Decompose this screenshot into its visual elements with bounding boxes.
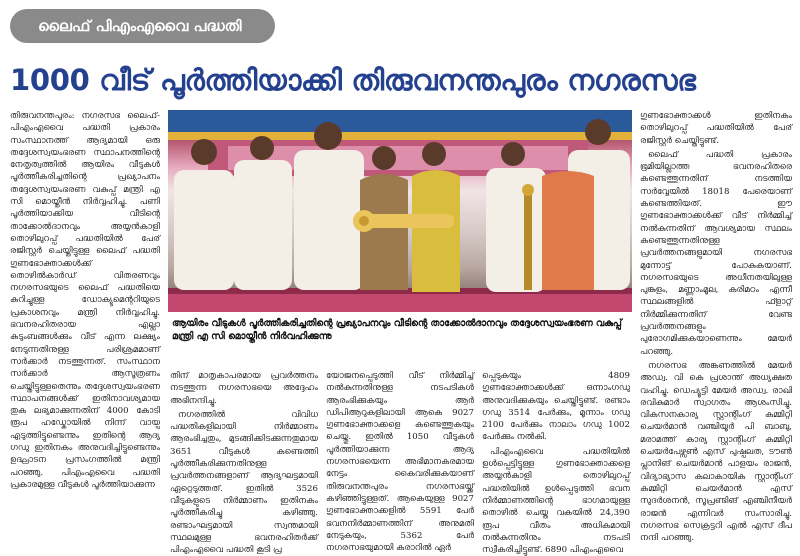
paragraph: പിഎംഎവൈ പദ്ധതിയിൽ ഉൾപ്പെട്ടിട്ടുള്ള ഗുണഭോക്താക്കളെ അയ്യൻകാളി തൊഴിലുറപ്പ് പദ്ധതിയിൽ ഉൾപ്പെടുത്തി ഭവന നിർമ്മാണത്തിന്റെ ഭാഗമായുള്ള തൊഴിൽ ചെയ്ത വകയിൽ 24,390 രൂപ വീതം അധികമായി നൽകുന്നതിനും നടപടി സ്വീകരിച്ചിട്ടുണ്ട്. 6890 പിഎംഎവൈ xyxy=(482,446,630,556)
event-photo-illustration xyxy=(168,110,632,312)
event-photo xyxy=(168,110,632,312)
photo-caption: ആയിരം വീടുകള്‍ പൂര്‍ത്തീകരിച്ചതിന്റെ പ്രഖ്യാപനവും വീടിന്റെ താക്കോല്‍ദാനവും തദ്ദേശസ്വയംഭരണ വകുപ്പ് മന്ത്രി എ സി മൊയ്തീന്‍ നിര്‍വഹിക്കുന്നു xyxy=(172,318,622,342)
article-column-1 xyxy=(10,110,160,530)
paragraph: യോജനപ്പെടുത്തി വീട് നിർമ്മിച്ച് നൽകുന്നതിനുള്ള നടപടികൾ ആരംഭിക്കുകയും ആർ ഡിപിആറുകളിലായി ആകെ 9027 ഗുണഭോക്താക്കളെ കണ്ടെത്തുകയും ചെയ്തു. ഇതിൽ 1050 വീടുകൾ പൂർത്തിയാക്കുന്ന ആദ്യ നഗരസഭയെന്ന അഭിമാനകരമായ നേട്ടം കൈവരിക്കുകയാണ് തിരുവനന്തപുരം നഗരസഭയ്ക്ക് കഴിഞ്ഞിട്ടുള്ളത്. ആകെയുള്ള 9027 ഗുണഭോക്താക്കളിൽ 5591 പേർ ഭവനനിർമ്മാണത്തിന് അനുമതി നേടുകയും, 5362 പേർ നഗരസഭയുമായി കരാറിൽ ഏർ xyxy=(326,371,474,554)
paragraph: തിന് മാതൃകാപരമായ പ്രവർത്തനം നടത്തുന്ന നഗരസഭയെ അദ്ദേഹം അഭിനന്ദിച്ചു. xyxy=(170,371,318,406)
article-column-5 xyxy=(640,110,792,544)
paragraph: തിരുവനന്തപുരം: നഗരസഭ ലൈഫ്-പിഎംഎവൈ പദ്ധതി പ്രകാരം സംസ്ഥാനത്ത് ആദ്യമായി ഒരു തദ്ദേശസ്വയംഭരണ സ്ഥാപനത്തിന്റെ നേതൃത്വത്തിൽ ആയിരം വീടുകൾ പൂർത്തീകരിച്ചതിന്റെ പ്രഖ്യാപനം തദ്ദേശസ്വയംഭരണ വകുപ്പ് മന്ത്രി എ സി മൊയ്തീൻ നിർവ്വഹിച്ചു. പണി പൂർത്തിയാക്കിയ വീടിന്റെ താക്കോൽദാനവും അയ്യൻകാളി തൊഴിലുറപ്പ് പദ്ധതിയിൽ പേര് രജിസ്റ്റർ ചെയ്തിട്ടുള്ള ലൈഫ് പദ്ധതി ഗുണഭോക്താക്കൾക്ക് തൊഴിൽകാർഡ് വിതരണവും നഗരസഭയുടെ ലൈഫ് പദ്ധതിയെ കുറിച്ചുള്ള ഡോക്യുമെന്ററിയുടെ പ്രകാശനവും മന്ത്രി നിർവ്വഹിച്ചു. ഭവനരഹിതരായ എല്ലാ കുടുംബങ്ങൾക്കും വീട് എന്ന ലക്ഷ്യം നേടുന്നതിനുള്ള പരിശ്രമമാണ് സർക്കാർ നടത്തുന്നത്. സംസ്ഥാന സർക്കാർ ആസൂത്രണം ചെയ്തിട്ടുള്ളതെന്നും തദ്ദേശസ്വയംഭരണ സ്ഥാപനങ്ങൾക്ക് ഇതിനാവശ്യമായ തുക ലഭ്യമാക്കുന്നതിന് 4000 കോടി രൂപ ഹഡ്കോയിൽ നിന്ന് വായ്പ എടുത്തിട്ടുണ്ടെന്നും ഇതിന്റെ ആദ്യ ഗഡു ഇതിനകം അനുവദിച്ചിട്ടുണ്ടെന്നും ഉദ്ഘാടന പ്രസംഗത്തിൽ മന്ത്രി പറഞ്ഞു. പിഎംഎവൈ പദ്ധതി പ്രകാരമുള്ള വീടുകൾ പൂർത്തിയാക്കുന്ന xyxy=(10,111,160,490)
paragraph: നഗരസഭ അങ്കണത്തിൽ മേയർ അഡ്വ. വി കെ പ്രശാന്ത് അധ്യക്ഷത വഹിച്ചു. ഡെപ്യൂട്ടി മേയർ അഡ്വ. രാഖി രവികുമാർ സ്വാഗതം ആശംസിച്ചു. വികസനകാര്യ സ്റ്റാന്റിംഗ് കമ്മിറ്റി ചെയർമാൻ വഞ്ചിയൂർ പി ബാബു, മരാമത്ത് കാര്യ സ്റ്റാന്റിംഗ് കമ്മിറ്റി ചെയർപേഴ്സൺ എസ് പുഷ്പലത, ടൗൺ പ്ലാനിങ് ചെയർമാൻ പാളയം രാജൻ, വിദ്യാഭ്യാസ കലാകായിക സ്റ്റാന്റിംഗ് കമ്മിറ്റി ചെയർമാൻ എസ് സുദർശനൻ, സൂപ്രണ്ടിങ് എഞ്ചിനീയർ രാജൻ എന്നിവർ സംസാരിച്ചു. നഗരസഭ സെക്രട്ടറി എൽ എസ് ദീപ നന്ദി പറഞ്ഞു. xyxy=(640,360,792,544)
article-column-4 xyxy=(482,370,630,556)
section-label: ലൈഫ് പിഎംഎവൈ പദ്ധതി xyxy=(10,9,275,43)
headline: 1000 വീട് പൂർത്തിയാക്കി തിരുവനന്തപുരം നഗരസഭ xyxy=(10,63,696,97)
paragraph: ലൈഫ് പദ്ധതി പ്രകാരം ഭൂമിയില്ലാത്ത ഭവനരഹിതരെ കണ്ടെത്തുന്നതിന് നടത്തിയ സർവ്വേയിൽ 18018 പേരെയാണ് കണ്ടെത്തിയത്. ഈ ഗുണഭോക്താക്കൾക്ക് വീട് നിർമ്മിച്ച് നൽകുന്നതിന് ആവശ്യമായ സ്ഥലം കണ്ടെത്തുന്നതിനുള്ള പ്രവർത്തനങ്ങളുമായി നഗരസഭ മുന്നോട്ട് പോകുകയാണ്. നഗരസഭയുടെ അധീനതയിലുള്ള പുങ്കുളം, മണ്ണാംമൂല, കരിമഠം എന്നീ സ്ഥലങ്ങളിൽ ഫ്ളാറ്റ് നിർമ്മിക്കുന്നതിന് വേണ്ട പ്രവർത്തനങ്ങളും പുരോഗമിക്കുകയാണെന്നും മേയർ പറഞ്ഞു. xyxy=(640,149,792,357)
article-column-2 xyxy=(170,370,318,556)
paragraph: നഗരത്തിൽ വിവിധ പദ്ധതികളിലായി നിർമ്മാണം ആരംഭിച്ചതും, മുടങ്ങിക്കിടക്കുന്നതുമായ 3651 വീടുകൾ കണ്ടെത്തി പൂർത്തീകരിക്കുന്നതിനുള്ള പ്രവർത്തനങ്ങളാണ് ആദ്യഘട്ടമായി ഏറ്റെടുത്തത്. ഇതിൽ 3526 വീടുകളുടെ നിർമ്മാണം ഇതിനകം പൂർത്തീകരിച്ചു കഴിഞ്ഞു. രണ്ടാംഘട്ടമായി സ്വന്തമായി സ്ഥലമുള്ള ഭവനരഹിതർക്ക് പിഎംഎവൈ പദ്ധതി കൂടി പ്ര xyxy=(170,409,318,556)
paragraph: ഗുണഭോക്താക്കൾ ഇതിനകം തൊഴിലുറപ്പ് പദ്ധതിയിൽ പേര് രജിസ്റ്റർ ചെയ്തിട്ടുണ്ട്. xyxy=(640,111,792,146)
paragraph: പ്പെടുകയും 4809 ഗുണഭോക്താക്കൾക്ക് ഒന്നാംഗഡു അനുവദിക്കുകയും ചെയ്തിട്ടുണ്ട്. രണ്ടാം ഗഡു 3514 പേർക്കും, മൂന്നാം ഗഡു 2100 പേർക്കും നാലാം ഗഡു 1002 പേർക്കും നൽകി. xyxy=(482,371,630,443)
article-column-3 xyxy=(326,370,474,554)
